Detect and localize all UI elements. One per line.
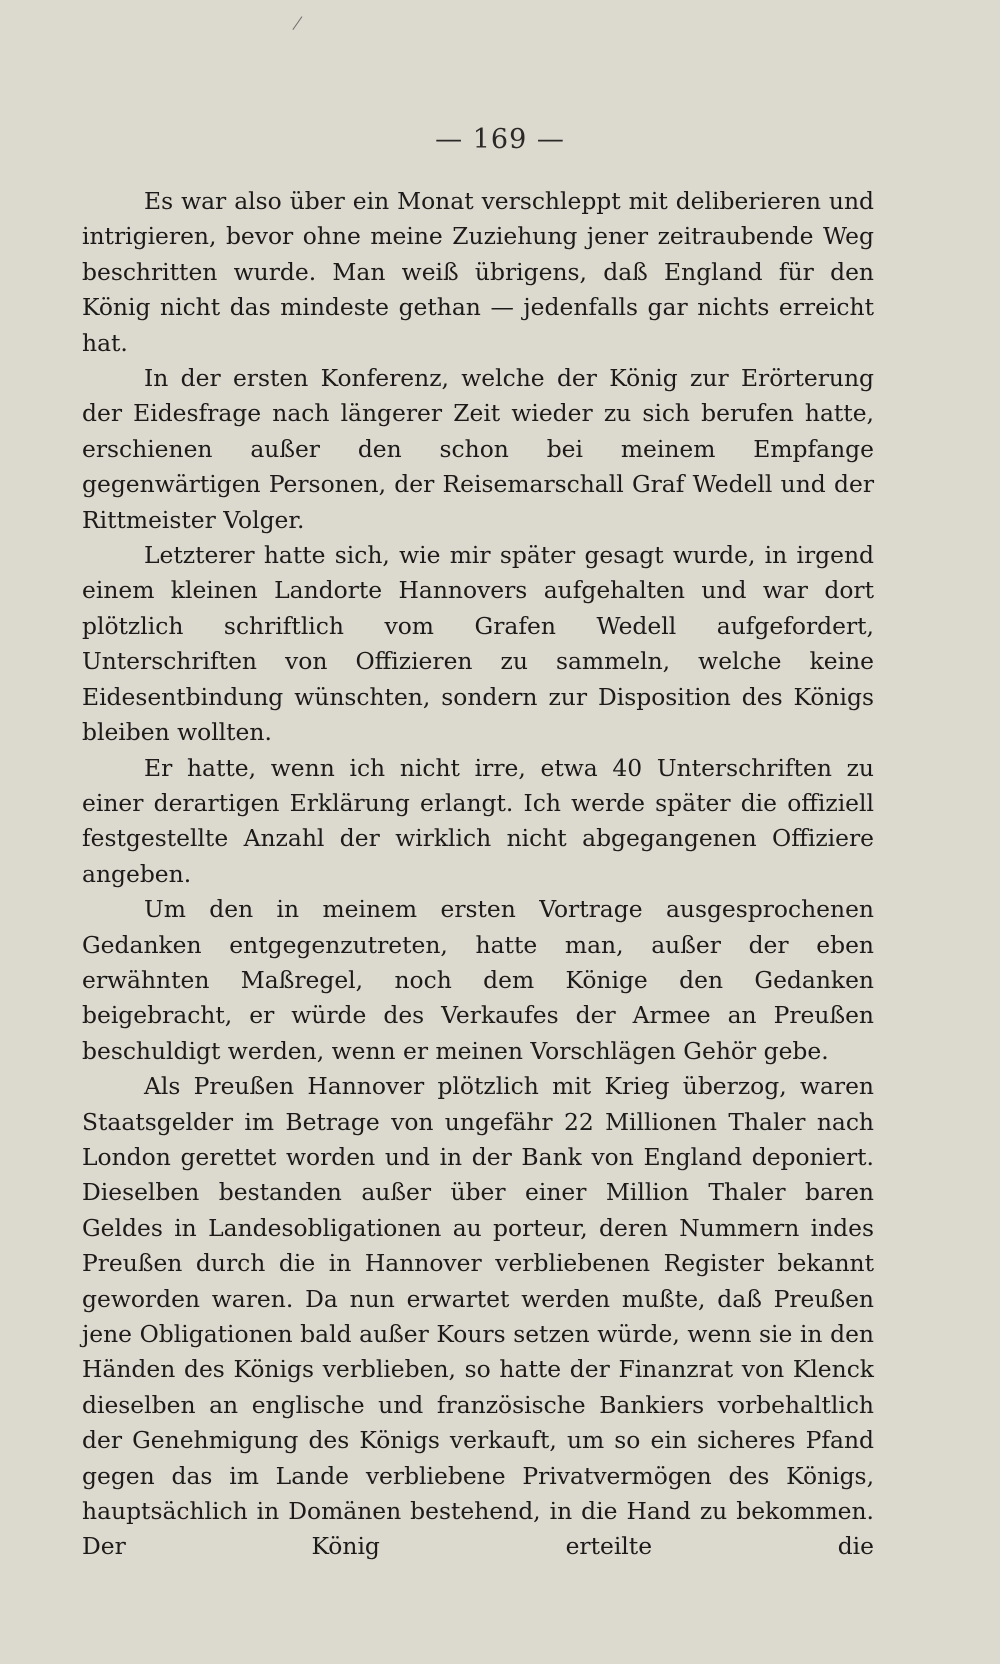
paragraph-6: Als Preußen Hannover plötzlich mit Krieg überzog, waren Staatsgelder im Betrage von ungefähr 22 Millionen Thaler nach London gerettet worden und in der Bank von England deponiert. Dieselben bestanden außer über einer Million Thaler baren Geldes in Landesobligationen au porteur, deren Nummern indes Preußen durch die in Hannover verbliebenen Register bekannt geworden waren. Da nun erwartet werden mußte, daß Preußen jene Obligationen bald außer Kours setzen würde, wenn sie in den Händen des Königs verblieben, so hatte der Finanzrat von Klenck dieselben an englische und französische Bankiers vorbehaltlich der Genehmigung des Königs verkauft, um so ein sicheres Pfand gegen das im Lande verbliebene Privatvermögen des Königs, hauptsächlich in Domänen bestehend, in die Hand zu bekommen. Der König erteilte die (82, 1072, 874, 1561)
page-number: — 169 — (435, 124, 565, 155)
paragraph-5: Um den in meinem ersten Vortrage ausgesprochenen Gedanken entgegenzutreten, hatte man, außer der eben erwähnten Maßregel, noch dem Könige den Gedanken beigebracht, er würde des Verkaufes der Armee an Preußen beschuldigt werden, wenn er meinen Vorschlägen Gehör gebe. (82, 895, 874, 1065)
paragraph-4: Er hatte, wenn ich nicht irre, etwa 40 Unterschriften zu einer derartigen Erklärung erlangt. Ich werde später die offiziell festgestellte Anzahl der wirklich nicht abgegangenen Offiziere angeben. (82, 753, 874, 888)
paragraph-1: Es war also über ein Monat verschleppt mit deliberieren und intrigieren, bevor ohne meine Zuziehung jener zeitraubende Weg beschritten wurde. Man weiß übrigens, daß England für den König nicht das mindeste gethan — jedenfalls gar nichts erreicht hat. (82, 187, 874, 357)
paragraph-2: In der ersten Konferenz, welche der König zur Erörterung der Eidesfrage nach längerer Zeit wieder zu sich berufen hatte, erschienen außer den schon bei meinem Empfange gegenwärtigen Personen, der Reisemarschall Graf Wedell und der Rittmeister Volger. (82, 364, 874, 534)
paragraph-3: Letzterer hatte sich, wie mir später gesagt wurde, in irgend einem kleinen Landorte Hannovers aufgehalten und war dort plötzlich schriftlich vom Grafen Wedell aufgefordert, Unterschriften von Offizieren zu sammeln, welche keine Eidesentbindung wünschten, sondern zur Disposition des Königs bleiben wollten. (82, 541, 874, 747)
stray-pen-mark (292, 16, 310, 35)
body-text (82, 184, 874, 1565)
